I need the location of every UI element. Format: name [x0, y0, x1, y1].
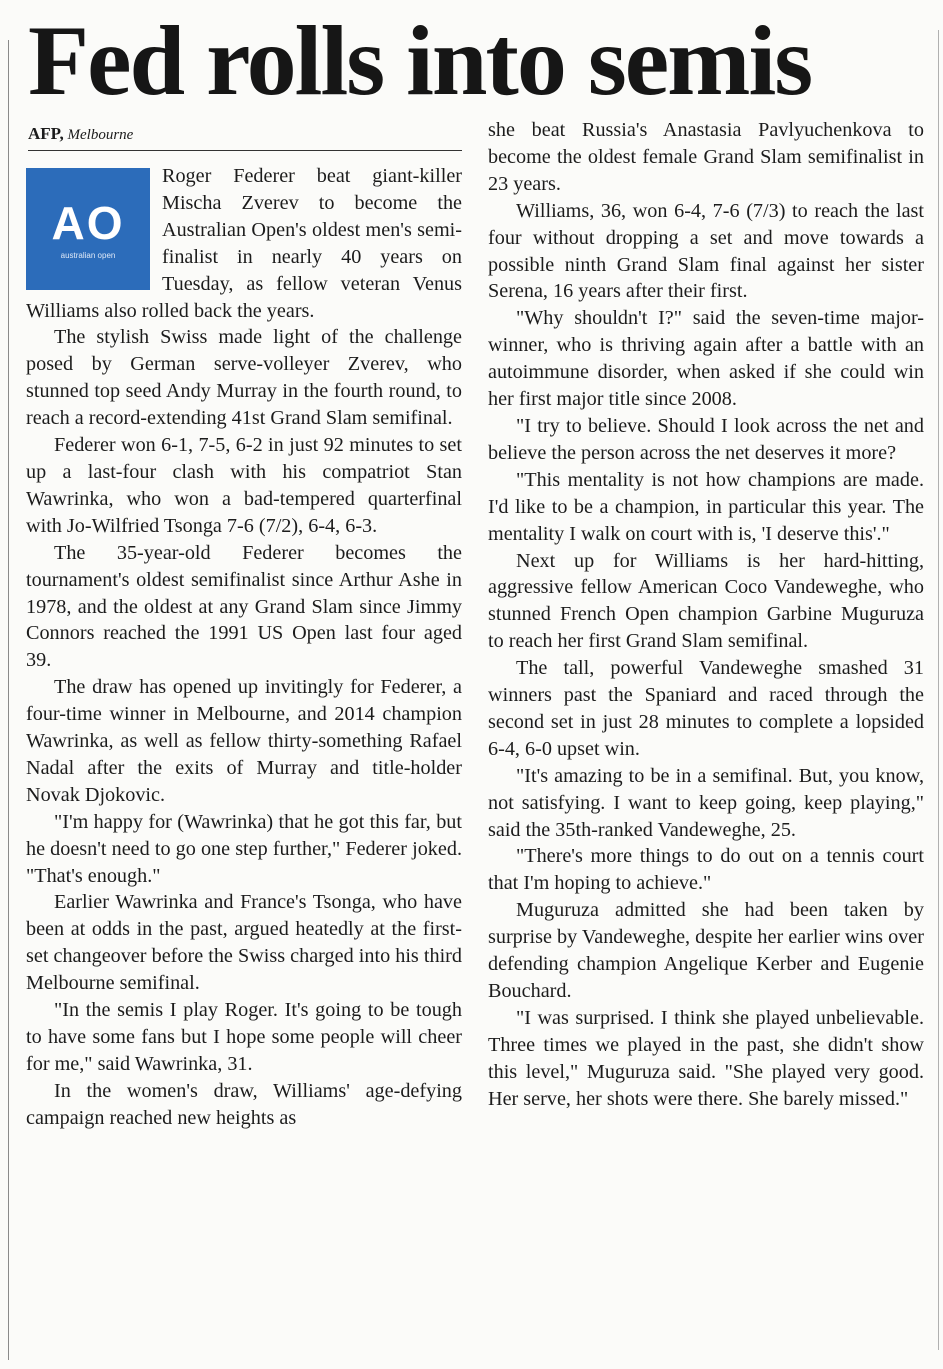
paragraph: Earlier Wawrinka and France's Tsonga, who have been at odds in the past, argued heatedly at the first-set changeover before the Swiss charged into his third Melbourne semifinal. — [26, 891, 462, 995]
paragraph: she beat Russia's Anastasia Pavlyuchenkova to become the oldest female Grand Slam semifinalist in 23 years. — [488, 119, 924, 195]
paragraph: In the women's draw, Williams' age-defying campaign reached new heights as — [26, 1079, 462, 1129]
byline-divider — [28, 150, 462, 151]
paragraph: "I try to believe. Should I look across the net and believe the person across the net deserves it more? — [488, 414, 924, 464]
paragraph: The draw has opened up invitingly for Federer, a four-time winner in Melbourne, and 2014 champion Wawrinka, as well as fellow thirty-something Rafael Nadal after the exits of Murray and title-holder Novak Djokovic. — [26, 676, 462, 806]
paragraph: Muguruza admitted she had been taken by surprise by Vandeweghe, despite her earlier wins over defending champion Angelique Kerber and Eugenie Bouchard. — [488, 899, 924, 1002]
logo-mark: AO — [51, 197, 125, 249]
headline: Fed rolls into semis — [28, 5, 812, 116]
byline — [28, 124, 133, 145]
paragraph: The tall, powerful Vandeweghe smashed 31 winners past the Spaniard and raced through the second set in just 28 minutes to complete a lopsided 6-4, 6-0 upset win. — [488, 657, 924, 760]
paragraph: "Why shouldn't I?" said the seven-time major-winner, who is thriving again after a battle with an autoimmune disorder, when asked if she could win her first major title since 2008. — [488, 307, 924, 411]
paragraph: The 35-year-old Federer becomes the tournament's oldest semifinalist since Arthur Ashe in 1978, and the oldest at any Grand Slam since Jimmy Connors reached the 1991 US Open last four aged 39. — [26, 541, 462, 672]
page-edge-right — [938, 30, 939, 1350]
logo-text: australian open — [60, 251, 116, 260]
paragraph: "In the semis I play Roger. It's going to be tough to have some fans but I hope some people will cheer for me," said Wawrinka, 31. — [26, 999, 462, 1075]
paragraph: "This mentality is not how champions are made. I'd like to be a champion, in particular this year. The mentality I walk on court with is, 'I deserve this'." — [488, 468, 924, 545]
byline-place: Melbourne — [67, 127, 134, 143]
article-column-1 — [26, 163, 462, 1132]
page-edge-left — [8, 40, 9, 1360]
paragraph: Federer won 6-1, 7-5, 6-2 in just 92 minutes to set up a last-four clash with his compatriot Stan Wawrinka, who won a bad-tempered quarterfinal with Jo-Wilfried Tsonga 7-6 (7/2), 6-4, 6-3. — [26, 434, 462, 537]
paragraph: Next up for Williams is her hard-hitting, aggressive fellow American Coco Vandeweghe, who stunned French Open champion Garbine Muguruza to reach her first Grand Slam semifinal. — [488, 549, 924, 653]
paragraph: "There's more things to do out on a tennis court that I'm hoping to achieve." — [488, 845, 924, 895]
article-column-2 — [488, 117, 924, 1113]
byline-source: AFP, — [28, 124, 64, 143]
paragraph: "I was surprised. I think she played unbelievable. Three times we played in the past, she didn't show this level," Muguruza said. "She played very good. Her serve, her shots were there. She barely missed." — [488, 1006, 924, 1110]
australian-open-logo — [26, 168, 150, 290]
paragraph: "It's amazing to be in a semifinal. But, you know, not satisfying. I want to keep going, keep playing," said the 35th-ranked Vandeweghe, 25. — [488, 764, 924, 841]
paragraph: "I'm happy for (Wawrinka) that he got this far, but he doesn't need to go one step further," Federer joked. "That's enough." — [26, 810, 462, 887]
paragraph: Williams, 36, won 6-4, 7-6 (7/3) to reach the last four without dropping a set and move towards a possible ninth Grand Slam final against her sister Serena, 16 years after their first. — [488, 199, 924, 303]
paragraph: The stylish Swiss made light of the challenge posed by German serve-volleyer Zverev, who stunned top seed Andy Murray in the fourth round, to reach a record-extending 41st Grand Slam semifinal. — [26, 326, 462, 430]
paragraph: Roger Federer beat giant-killer Mischa Zverev to become the Australian Open's oldest men's semi-finalist in nearly 40 years on Tuesday, as fellow veteran Venus Williams also rolled back the years. — [26, 165, 462, 322]
